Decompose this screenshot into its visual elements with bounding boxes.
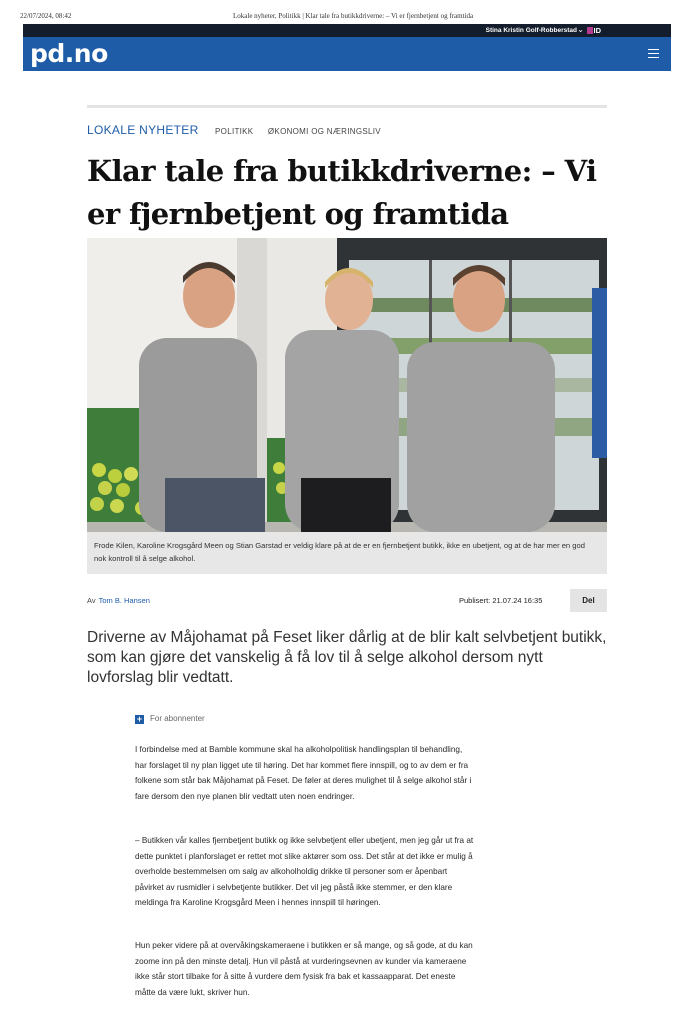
id-label: ID [593, 26, 601, 35]
user-bar [23, 24, 671, 37]
hamburger-menu-icon[interactable] [648, 49, 659, 58]
body-paragraph: Hun peker videre på at overvåkingskameraene i butikken er så mange, og så gode, at du kan zoome inn på den minste detalj. Hun vil påstå at vurderingsevnen av kunder via kameraene ikke står stort tilbake for å sitte å vurdere dem fysisk fra bak et kassaapparat. Det eneste måtte da være lukt, skriver hun. [135, 941, 473, 997]
article-headline: Klar tale fra butikkdriverne: – Vi er fjernbetjent og framtida [87, 154, 597, 231]
print-date: 22/07/2024, 08:42 [20, 12, 72, 20]
subscriber-label: For abonnenter [150, 714, 205, 723]
article-lead: Driverne av Måjohamat på Feset liker dårlig at de blir kalt selvbetjent butikk, som kan gjøre det vanskelig å få lov til å selge alkohol dersom nytt lovforslag blir vedtatt. [87, 629, 607, 686]
tag-politikk[interactable]: POLITIKK [215, 127, 254, 136]
share-button[interactable]: Del [570, 589, 607, 612]
site-navbar [23, 37, 671, 71]
author-link[interactable]: Tom B. Hansen [98, 596, 150, 605]
chevron-down-icon[interactable]: ⌄ [577, 25, 584, 34]
tag-lokale-nyheter[interactable]: LOKALE NYHETER [87, 123, 199, 137]
print-header [0, 0, 691, 24]
byline-prefix: Av [87, 596, 96, 605]
site-logo[interactable]: pd.no [30, 39, 108, 68]
body-paragraph: I forbindelse med at Bamble kommune skal ha alkoholpolitisk handlingsplan til behandling, har forslaget til ny plan ligget ute til høring. Det har kommet flere innspill, og to av dem er fra folkene som står bak Måjohamat på Feset. De føler at deres mulighet til å selge alkohol står i fare dersom den nye planen blir vedtatt uten noen endringer. [135, 745, 472, 801]
print-title: Lokale nyheter, Politikk | Klar tale fra butikkdriverne: – Vi er fjernbetjent og framtida [233, 12, 474, 20]
hero-photo [87, 238, 607, 532]
user-name-link[interactable]: Stina Kristin Golf-Robberstad [485, 27, 577, 34]
article-tags [87, 121, 391, 139]
photo-caption-box [87, 532, 607, 574]
divider [87, 105, 607, 108]
photo-caption: Frode Kilen, Karoline Krogsgård Meen og Stian Garstad er veldig klare på at de er en fjernbetjent butikk, ikke en ubetjent, og at de har mer en god nok kontroll til å selge alkohol. [94, 541, 585, 563]
published-timestamp: Publisert: 21.07.24 16:35 [459, 596, 543, 605]
id-badge[interactable] [587, 26, 602, 35]
id-logo-icon [587, 27, 593, 34]
body-paragraph: – Butikken vår kalles fjernbetjent butikk og ikke selvbetjent eller ubetjent, men jeg går ut fra at dette punktet i planforslaget er rettet mot slike aktører som oss. Det står at det ikke er mulig å overholde bestemmelsen om salg av alkoholholdig drikke til personer som er åpenbart påvirket av rusmidler i selvbetjente butikker. Det vil jeg påstå ikke stemmer, er den klare meldinga fra Karoline Krogsgård Meen i hennes innspill til høringen. [135, 836, 474, 908]
tag-okonomi[interactable]: ØKONOMI OG NÆRINGSLIV [267, 127, 381, 136]
plus-icon: + [136, 714, 143, 724]
byline [87, 596, 150, 605]
subscriber-badge [135, 714, 205, 724]
